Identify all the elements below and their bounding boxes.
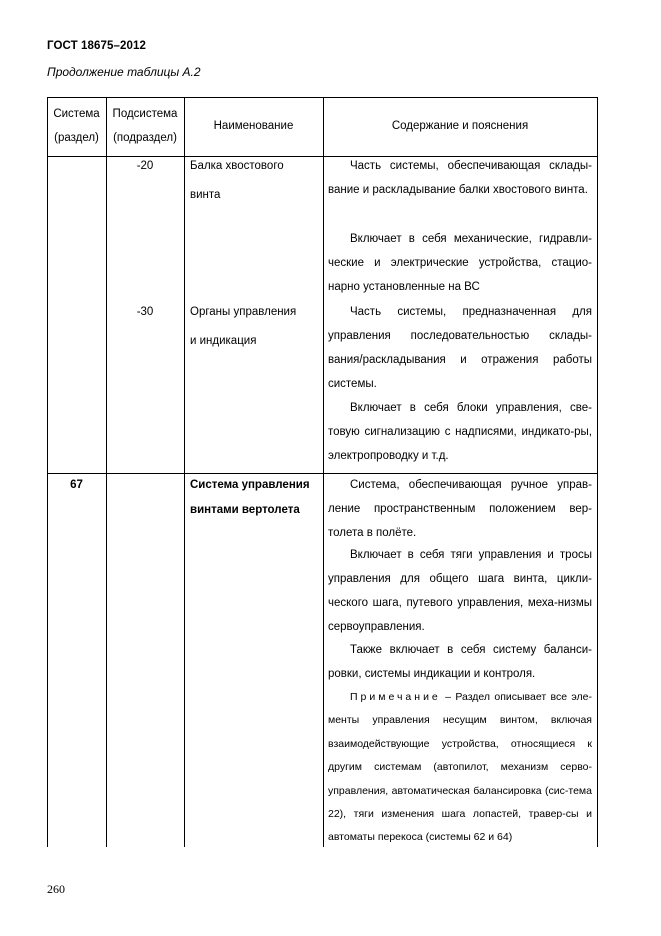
- table: [47, 97, 597, 847]
- item-name-line: и индикация: [190, 335, 257, 347]
- description-paragraph: Включает в себя механические, гидравли-ческие и электрические устройства, стацио-нарно установленные на ВС: [328, 233, 592, 293]
- column-divider: [184, 97, 185, 847]
- header-content-label: Содержание и пояснения: [391, 120, 529, 132]
- subsystem-code: -20: [136, 160, 154, 172]
- item-name-line: Система управления: [190, 479, 310, 491]
- header-name-label: Наименование: [213, 120, 294, 132]
- item-name-line: Органы управления: [190, 306, 297, 318]
- header-subsystem-line1: Подсистема: [112, 108, 178, 120]
- system-code: 67: [70, 479, 83, 491]
- item-name: [190, 300, 320, 353]
- table-border-left: [47, 97, 48, 847]
- note-paragraph: [328, 686, 592, 850]
- description-paragraph: Также включает в себя систему баланси-ровки, системы индикации и контроля.: [328, 644, 592, 680]
- header-cell-system: [47, 102, 106, 150]
- item-name-line: винтами вертолета: [190, 504, 300, 516]
- item-name: [190, 154, 320, 207]
- description-paragraph: Включает в себя тяги управления и тросы управления для общего шага винта, цикли-ческого шага, путевого управления, меха-низмы сервоуправления.: [328, 549, 592, 633]
- subsystem-code: -30: [136, 306, 154, 318]
- header-system-line1: Система: [53, 108, 100, 120]
- header-cell-subsystem: [106, 102, 184, 150]
- table-caption: Продолжение таблицы А.2: [47, 65, 201, 79]
- table-border-top: [47, 97, 597, 98]
- header-cell-content: [323, 114, 597, 138]
- description-paragraph: Часть системы, предназначенная для управления последовательностью склады-вания/раскладывания и отражения работы системы.: [328, 306, 592, 390]
- item-name-line: Балка хвостового: [190, 160, 284, 172]
- description-paragraph: Часть системы, обеспечивающая склады-вание и раскладывание балки хвостового винта.: [328, 160, 592, 196]
- note-label: Примечание: [350, 691, 441, 703]
- document-id: ГОСТ 18675–2012: [47, 40, 147, 52]
- page-number: 260: [47, 882, 65, 896]
- column-divider: [106, 97, 107, 847]
- header-cell-name: [184, 114, 323, 138]
- item-name: [190, 473, 322, 522]
- column-divider: [323, 97, 324, 847]
- note-text: – Раздел описывает все эле-менты управления несущим винтом, включая взаимодействующие устройства, относящиеся к другим системам (автопилот, механизм серво-управления, автоматическая балансировка (сис-тема 22), тяги изменения шага лопастей, травер-сы и автоматы перекоса (системы 62 и 64): [328, 691, 592, 844]
- header-system-line2: (раздел): [54, 132, 99, 144]
- description-paragraph: Система, обеспечивающая ручное управ-ление пространственным положением вер-толета в полёте.: [328, 479, 592, 539]
- item-name-line: винта: [190, 189, 221, 201]
- table-border-right: [597, 97, 598, 847]
- description-paragraph: Включает в себя блоки управления, све-товую сигнализацию с надписями, индикато-ры, электропроводку и т.д.: [328, 402, 592, 462]
- header-subsystem-line2: (подраздел): [113, 132, 177, 144]
